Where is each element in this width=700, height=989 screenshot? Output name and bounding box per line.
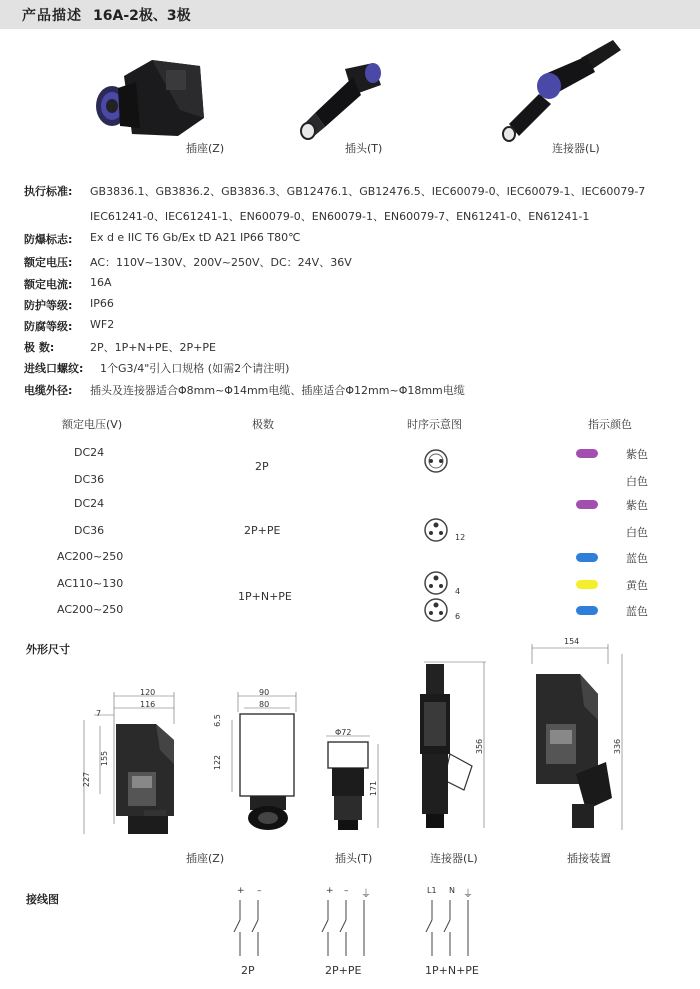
spec-label-thread: 进线口螺纹:	[24, 362, 84, 375]
assembly-dim-154: 154	[564, 637, 580, 646]
socket-dim-120: 120	[140, 688, 156, 697]
plug-caption: 插头(T)	[345, 142, 383, 155]
wiring-caption-2p: 2P	[241, 964, 255, 977]
table-header-poles: 极数	[252, 418, 274, 431]
socket-dim-155: 155	[100, 750, 110, 767]
ground-icon: ⏚	[463, 889, 473, 900]
spec-label-standard: 执行标准:	[24, 185, 73, 198]
spec-value-current: 16A	[90, 276, 112, 289]
spec-value-poles: 2P、1P+N+PE、2P+PE	[90, 341, 216, 354]
plug-dim-171: 171	[369, 780, 379, 797]
poles-1p-n-pe: 1P+N+PE	[238, 590, 292, 603]
socket-dim-7: 7	[96, 709, 102, 718]
spec-label-protection: 防护等级:	[24, 299, 73, 312]
color-name: 蓝色	[626, 552, 648, 565]
poles-2p-pe: 2P+PE	[244, 524, 281, 537]
row-voltage: AC200~250	[57, 603, 124, 616]
socket-caption: 插座(Z)	[186, 142, 225, 155]
color-swatch-purple	[576, 500, 598, 509]
wiring-caption-2p-pe: 2P+PE	[325, 964, 362, 977]
dimensions-title: 外形尺寸	[26, 643, 70, 656]
socket-dim-227: 227	[82, 771, 92, 788]
spec-label-voltage: 额定电压:	[24, 256, 73, 269]
assembly-dim-caption: 插接装置	[567, 852, 611, 865]
socket-dim-caption: 插座(Z)	[186, 852, 225, 865]
spec-value-voltage: AC：110V~130V、200V~250V、DC：24V、36V	[90, 256, 352, 269]
socket-front-dim-90: 90	[259, 688, 270, 697]
table-header-timing: 时序示意图	[407, 418, 462, 431]
poles-2p: 2P	[255, 460, 269, 473]
color-name: 蓝色	[626, 605, 648, 618]
clock-label-6: 6	[455, 612, 461, 621]
row-voltage: DC36	[74, 473, 105, 486]
table-header-voltage: 额定电压(V)	[62, 418, 123, 431]
assembly-dim-336: 336	[613, 738, 623, 755]
color-name: 白色	[626, 475, 648, 488]
wiring-diagram-2p	[230, 898, 270, 960]
wiring-term: N	[449, 886, 455, 895]
color-swatch-blue	[576, 606, 598, 615]
color-swatch-yellow	[576, 580, 598, 589]
timing-diagram-2p	[423, 448, 449, 474]
wiring-caption-1p-n-pe: 1P+N+PE	[425, 964, 479, 977]
wiring-term: –	[344, 886, 349, 896]
row-voltage: AC110~130	[57, 577, 124, 590]
header-subtitle: 16A-2极、3极	[93, 8, 191, 24]
wiring-diagram-2p-pe	[316, 898, 376, 960]
connector-dim-356: 356	[475, 738, 485, 755]
spec-value-corrosion: WF2	[90, 318, 115, 331]
wiring-term: +	[237, 886, 245, 896]
spec-label-corrosion: 防腐等级:	[24, 320, 73, 333]
spec-value-standard-2: IEC61241-0、IEC61241-1、EN60079-0、EN60079-1、EN60079-7、EN61241-0、EN61241-1	[90, 210, 590, 223]
socket-dim-116: 116	[140, 700, 156, 709]
clock-label-4: 4	[455, 587, 461, 596]
spec-label-explosion: 防爆标志:	[24, 233, 73, 246]
connector-dim-caption: 连接器(L)	[430, 852, 478, 865]
assembly-dimension-drawing	[522, 634, 642, 844]
row-voltage: DC24	[74, 497, 105, 510]
row-voltage: DC36	[74, 524, 105, 537]
color-swatch-purple	[576, 449, 598, 458]
spec-value-protection: IP66	[90, 297, 114, 310]
plug-dim-diameter: Φ72	[335, 728, 352, 737]
table-header-color: 指示颜色	[588, 418, 632, 431]
clock-label-12: 12	[455, 533, 466, 542]
plug-dim-caption: 插头(T)	[335, 852, 373, 865]
socket-front-dim-80: 80	[259, 700, 270, 709]
color-name: 紫色	[626, 499, 648, 512]
color-name: 白色	[626, 526, 648, 539]
spec-label-poles: 极 数:	[24, 341, 55, 354]
spec-value-standard-1: GB3836.1、GB3836.2、GB3836.3、GB12476.1、GB12476.5、IEC60079-0、IEC60079-1、IEC60079-7	[90, 185, 646, 198]
wiring-term: +	[326, 886, 334, 896]
color-name: 紫色	[626, 448, 648, 461]
wiring-term: L1	[427, 886, 437, 895]
timing-diagram-1p-n-pe-4	[423, 570, 449, 596]
row-voltage: DC24	[74, 446, 105, 459]
plug-product-image	[295, 55, 395, 140]
color-name: 黄色	[626, 579, 648, 592]
socket-front-dim-6-5: 6.5	[212, 714, 222, 727]
spec-label-current: 额定电流:	[24, 278, 73, 291]
wiring-term: –	[257, 886, 262, 896]
color-swatch-blue	[576, 553, 598, 562]
row-voltage: AC200~250	[57, 550, 124, 563]
header-title: 产品描述	[22, 8, 82, 24]
timing-diagram-1p-n-pe-6	[423, 597, 449, 623]
spec-value-thread: 1个G3/4"引入口规格 (如需2个请注明)	[100, 362, 290, 375]
spec-label-cable: 电缆外径:	[24, 384, 73, 397]
socket-dimension-drawing	[70, 684, 195, 844]
socket-front-dim-122: 122	[213, 754, 223, 771]
spec-value-explosion: Ex d e IIC T6 Gb/Ex tD A21 IP66 T80℃	[90, 231, 301, 244]
wiring-diagram-1p-n-pe	[420, 898, 480, 960]
wiring-title: 接线图	[26, 893, 59, 906]
ground-icon: ⏚	[361, 889, 371, 900]
spec-value-cable: 插头及连接器适合Φ8mm~Φ14mm电缆、插座适合Φ12mm~Φ18mm电缆	[90, 384, 465, 397]
socket-product-image	[92, 48, 222, 143]
timing-diagram-2p-pe	[423, 517, 449, 543]
connector-caption: 连接器(L)	[552, 142, 600, 155]
connector-product-image	[495, 38, 625, 143]
